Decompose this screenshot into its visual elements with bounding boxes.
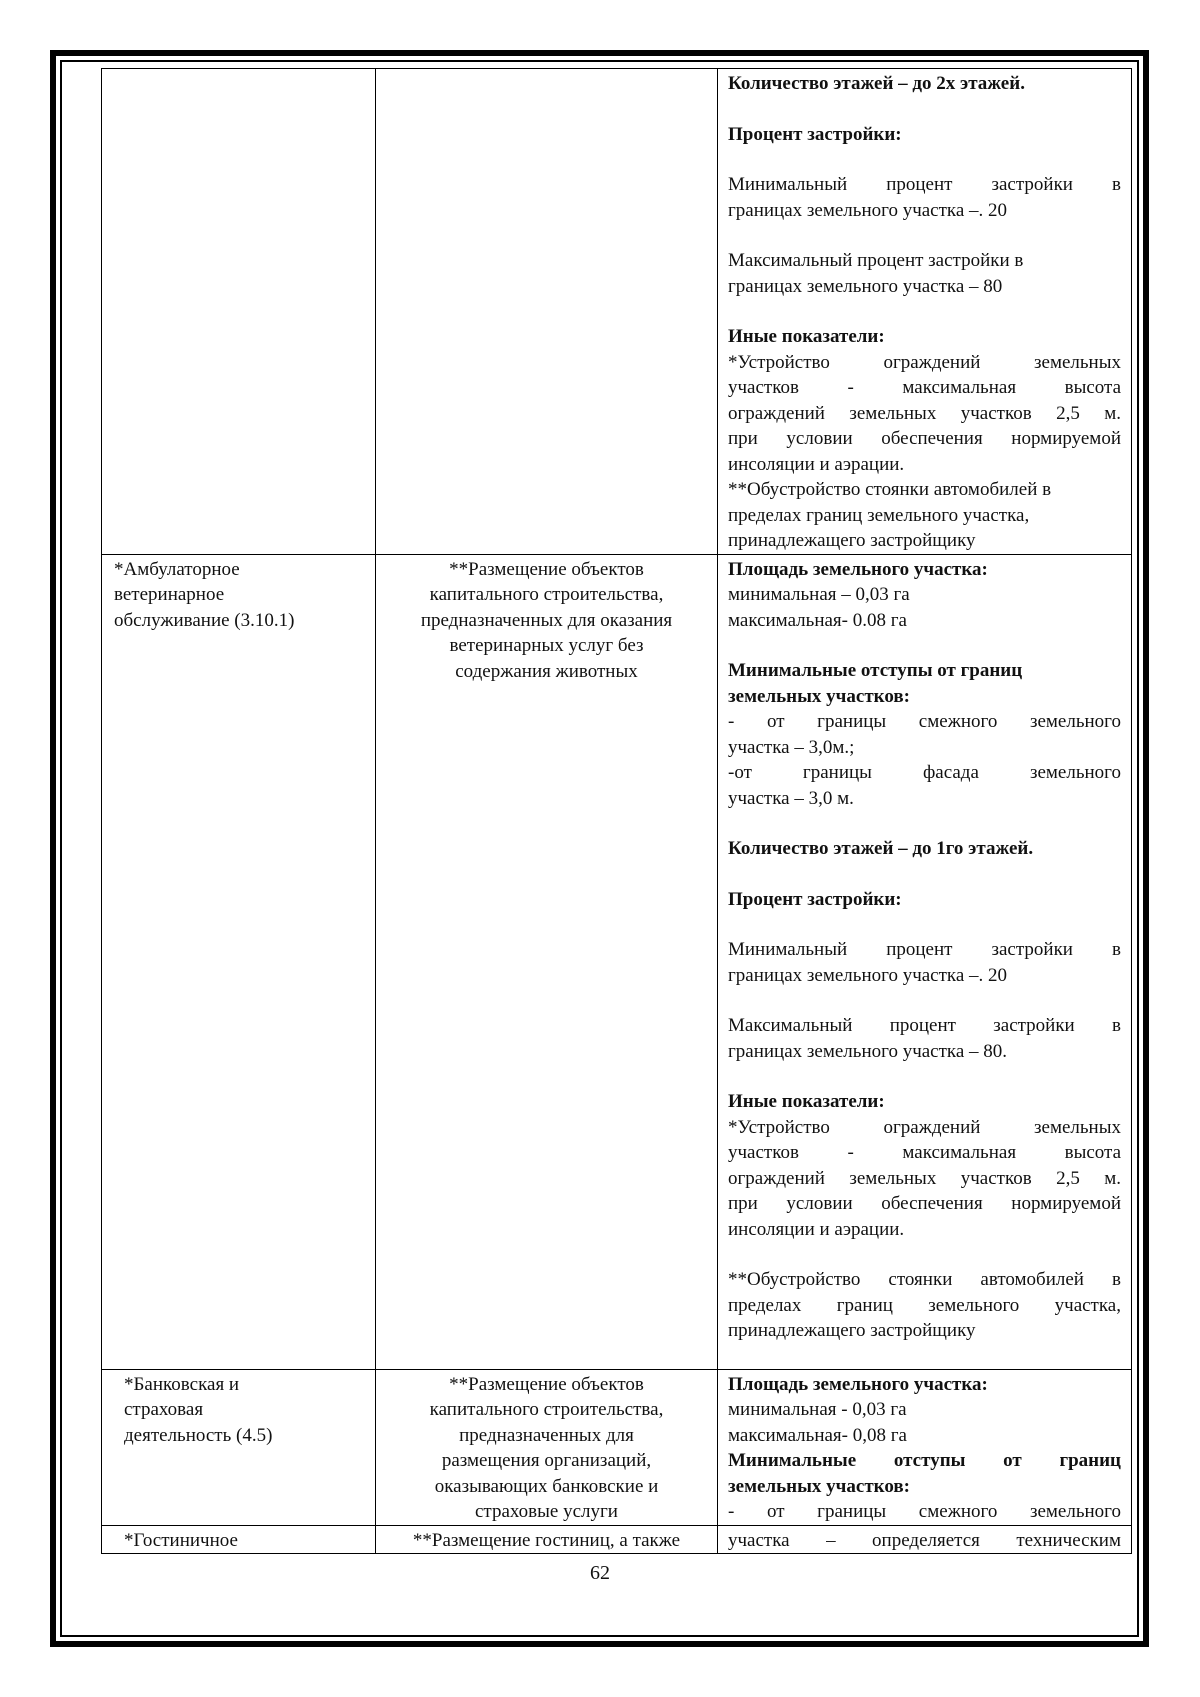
description-line: капитального строительства, [429,584,664,605]
paragraph-gap [728,811,1121,836]
parameter-line: минимальная – 0,03 га [728,584,910,605]
table-row [102,69,1132,555]
parameter-heading: Минимальные отступы от границ [728,660,1023,681]
description-line: размещения организаций, [441,1450,652,1471]
parameter-line: участка – 3,0м.; [728,736,855,758]
parameter-heading: Количество этажей – до 2х этажей. [728,73,1025,94]
parameter-line: границах земельного участка –. 20 [728,199,1008,221]
paragraph-gap [728,223,1121,248]
parameter-line: максимальная- 0.08 га [728,609,907,631]
parameter-line: - от границы смежного земельного [728,1501,1121,1522]
paragraph-gap [728,1064,1121,1089]
parameter-line: границах земельного участка – 80 [728,275,1003,297]
description-line: содержания животных [455,660,638,682]
parameter-line: пределах границ земельного участка, [728,1294,1121,1316]
parameter-heading: Процент застройки: [728,123,902,145]
land-use-type-line: деятельность (4.5) [124,1424,273,1446]
parameter-line: *Устройство ограждений земельных [728,351,1121,373]
land-use-type-cell [102,1369,376,1525]
parameter-line: Минимальный процент застройки в [728,939,1121,960]
description-line: **Размещение объектов [449,1373,644,1395]
land-use-table [101,68,1132,1554]
paragraph-gap [728,1242,1121,1267]
table-row [102,1525,1132,1554]
parameter-heading: земельных участков: [728,1475,910,1497]
description-line: ветеринарных услуг без [449,635,644,656]
parameter-line: участков - максимальная высота [728,1142,1121,1163]
description-cell [376,69,718,555]
description-line: предназначенных для оказания [420,609,673,631]
paragraph-gap [728,97,1121,122]
page-number: 62 [590,1562,610,1584]
land-use-type-line: *Амбулаторное [114,558,240,580]
parameter-line: границах земельного участка –. 20 [728,964,1008,986]
parameter-line: -от границы фасада земельного [728,762,1121,783]
description-cell [376,1369,718,1525]
description-line: **Размещение объектов [449,558,644,580]
description-line: оказывающих банковские и [434,1475,659,1497]
parameter-line: инсоляции и аэрации. [728,1218,905,1240]
parameter-line: принадлежащего застройщику [728,1320,976,1341]
parameter-line: ограждений земельных участков 2,5 м. [728,1167,1121,1189]
parameter-heading: Иные показатели: [728,1091,885,1112]
parameters-cell [718,1369,1132,1525]
description-line: предназначенных для [459,1424,634,1446]
parameters-cell [718,69,1132,555]
paragraph-gap [728,147,1121,172]
paragraph-gap [728,988,1121,1013]
paragraph-gap [728,1344,1121,1369]
parameter-heading: Иные показатели: [728,326,885,347]
parameter-line: Максимальный процент застройки в [728,250,1024,271]
description-cell [376,1525,718,1554]
land-use-type-line: *Гостиничное [124,1529,238,1551]
parameter-heading: Площадь земельного участка: [728,558,988,580]
land-use-type-cell [102,554,376,1369]
parameter-line: принадлежащего застройщику [728,530,976,551]
parameter-heading: земельных участков: [728,685,910,707]
parameter-line: *Устройство ограждений земельных [728,1116,1121,1138]
land-use-type-cell [102,1525,376,1554]
parameter-line: максимальная- 0,08 га [728,1424,907,1446]
parameter-heading: Площадь земельного участка: [728,1373,988,1395]
parameter-heading: Процент застройки: [728,888,902,910]
land-use-type-line: ветеринарное [114,584,225,605]
land-use-type-cell [102,69,376,555]
parameter-heading: Количество этажей – до 1го этажей. [728,838,1034,859]
paragraph-gap [728,912,1121,937]
paragraph-gap [728,633,1121,658]
parameter-line: **Обустройство стоянки автомобилей в [728,1269,1121,1290]
parameter-line: пределах границ земельного участка, [728,504,1030,526]
land-use-type-line: *Банковская и [124,1373,240,1395]
parameter-heading: Минимальные отступы от границ [728,1450,1121,1471]
parameter-line: Минимальный процент застройки в [728,174,1121,195]
parameter-line: участков - максимальная высота [728,377,1121,398]
parameter-line: минимальная - 0,03 га [728,1399,907,1420]
parameter-line: Максимальный процент застройки в [728,1015,1121,1036]
parameters-cell [718,1525,1132,1554]
parameter-line: **Обустройство стоянки автомобилей в [728,479,1052,500]
table-row [102,1369,1132,1525]
description-line: страховые услуги [475,1501,618,1522]
land-use-type-line: обслуживание (3.10.1) [114,609,295,631]
paragraph-gap [728,862,1121,887]
description-cell [376,554,718,1369]
parameter-line: при условии обеспечения нормируемой [728,1193,1121,1214]
land-use-type-line: страховая [124,1399,204,1420]
parameter-line: ограждений земельных участков 2,5 м. [728,402,1121,424]
parameters-cell [718,554,1132,1369]
description-line: капитального строительства, [429,1399,664,1420]
parameter-line: инсоляции и аэрации. [728,453,905,475]
parameter-line: границах земельного участка – 80. [728,1040,1008,1062]
paragraph-gap [728,299,1121,324]
parameter-line: участка – определяется техническим [728,1529,1121,1551]
parameter-line: при условии обеспечения нормируемой [728,428,1121,449]
table-row [102,554,1132,1369]
parameter-line: участка – 3,0 м. [728,787,854,809]
parameter-line: - от границы смежного земельного [728,711,1121,732]
description-line: **Размещение гостиниц, а также [412,1529,681,1551]
